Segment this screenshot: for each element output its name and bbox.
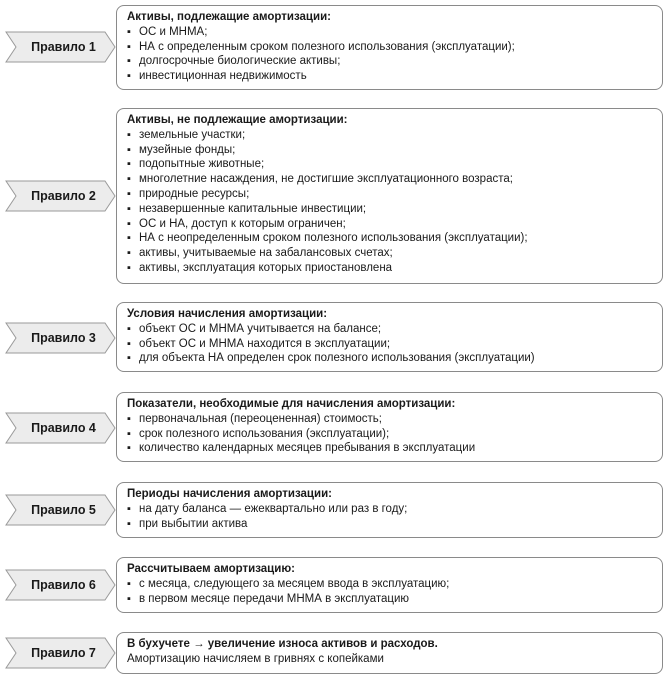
rule-label: Правило 2 [31,189,96,203]
rule-label: Правило 4 [31,421,96,435]
list-item: ▪ музейные фонды; [127,143,652,158]
rule-box-1 [116,5,663,90]
rule-tag-2 [5,180,116,212]
list-item: ▪ НА с неопределенным сроком полезного использования (эксплуатации); [127,231,652,246]
rule-box-5 [116,482,663,538]
rule-list [127,502,652,532]
rule-label: Правило 7 [31,646,96,660]
rule-list [127,322,652,366]
list-item: ▪ при выбытии актива [127,517,652,532]
rule-label: Правило 1 [31,40,96,54]
list-item: ▪ в первом месяце передачи МНМА в эксплуатацию [127,592,652,607]
rule-list [127,577,652,607]
rule-list [127,25,652,84]
rule-title: В бухучете → увеличение износа активов и расходов. [127,638,438,650]
rule-tag-4 [5,412,116,444]
rule-tag-3 [5,322,116,354]
rule-box-4 [116,392,663,462]
list-item: ▪ на дату баланса — ежеквартально или раз в году; [127,502,652,517]
rule-label: Правило 5 [31,503,96,517]
list-item: ▪ ОС и МНМА; [127,25,652,40]
rule-list [127,412,652,456]
rule-title: Рассчитываем амортизацию: [127,563,295,575]
rule-title: Активы, подлежащие амортизации: [127,11,331,23]
list-item: ▪ долгосрочные биологические активы; [127,54,652,69]
rule-box-3 [116,302,663,372]
list-item: ▪ НА с определенным сроком полезного использования (эксплуатации); [127,40,652,55]
rule-label: Правило 3 [31,331,96,345]
rule-tag-1 [5,31,116,63]
rule-box-7 [116,632,663,674]
list-item: ▪ подопытные животные; [127,157,652,172]
rule-box-2 [116,108,663,284]
list-item: ▪ природные ресурсы; [127,187,652,202]
list-item: ▪ земельные участки; [127,128,652,143]
rule-title: Условия начисления амортизации: [127,308,328,320]
list-item: ▪ незавершенные капитальные инвестиции; [127,202,652,217]
list-item: ▪ первоначальная (переоцененная) стоимость; [127,412,652,427]
list-item: ▪ активы, эксплуатация которых приостановлена [127,261,652,276]
rule-label: Правило 6 [31,578,96,592]
rule-tag-6 [5,569,116,601]
list-item: ▪ с месяца, следующего за месяцем ввода в эксплуатацию; [127,577,652,592]
list-item: ▪ срок полезного использования (эксплуатации); [127,427,652,442]
rule-tag-7 [5,637,116,669]
rule-note: Амортизацию начисляем в гривнях с копейками [127,652,384,665]
rule-tag-5 [5,494,116,526]
list-item: ▪ количество календарных месяцев пребывания в эксплуатации [127,441,652,456]
list-item: ▪ объект ОС и МНМА учитывается на балансе; [127,322,652,337]
list-item: ▪ активы, учитываемые на забалансовых счетах; [127,246,652,261]
list-item: ▪ инвестиционная недвижимость [127,69,652,84]
rule-box-6 [116,557,663,613]
rule-title: Показатели, необходимые для начисления амортизации: [127,398,456,410]
rule-list [127,128,652,276]
list-item: ▪ многолетние насаждения, не достигшие эксплуатационного возраста; [127,172,652,187]
rule-title: Активы, не подлежащие амортизации: [127,114,348,126]
rule-title: Периоды начисления амортизации: [127,488,332,500]
list-item: ▪ для объекта НА определен срок полезного использования (эксплуатации) [127,351,652,366]
list-item: ▪ ОС и НА, доступ к которым ограничен; [127,217,652,232]
list-item: ▪ объект ОС и МНМА находится в эксплуатации; [127,337,652,352]
